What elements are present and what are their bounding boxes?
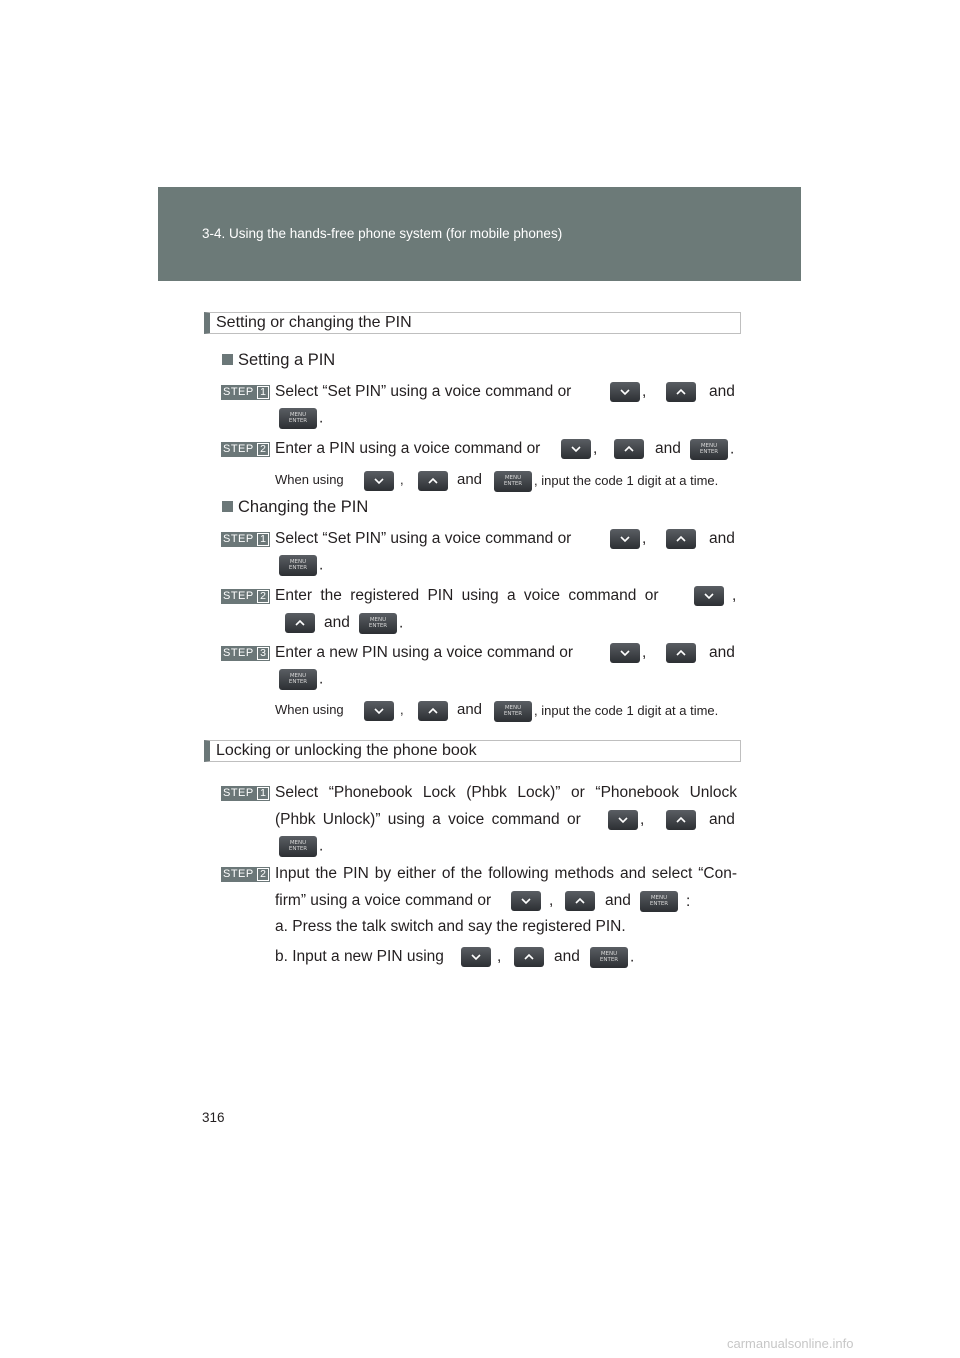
menu-enter-icon: MENU ENTER <box>590 947 628 968</box>
chevron-up-icon <box>418 471 448 491</box>
step-text: Enter the registered PIN using a voice command or <box>275 587 659 604</box>
chevron-up-icon <box>285 613 315 633</box>
chevron-down-icon <box>364 471 394 491</box>
square-bullet-icon <box>222 354 233 365</box>
method-a-text: a. Press the talk switch and say the registered PIN. <box>275 918 626 935</box>
chevron-up-icon <box>418 701 448 721</box>
method-b-text: b. Input a new PIN using <box>275 948 444 965</box>
step-badge: STEP 3 <box>221 646 270 661</box>
menu-enter-icon: MENU ENTER <box>279 408 317 429</box>
chevron-down-icon <box>364 701 394 721</box>
chevron-up-icon <box>514 947 544 967</box>
chevron-up-icon <box>666 643 696 663</box>
watermark: carmanualsonline.info <box>727 1336 854 1351</box>
chevron-down-icon <box>608 810 638 830</box>
chevron-down-icon <box>610 382 640 402</box>
chevron-down-icon <box>694 586 724 606</box>
step-text: Select “Phonebook Lock (Phbk Lock)” or “Phonebook Unlock <box>275 784 737 801</box>
menu-enter-icon: MENU ENTER <box>494 471 532 492</box>
chevron-down-icon <box>610 643 640 663</box>
step-text: Enter a new PIN using a voice command or <box>275 644 574 661</box>
chevron-up-icon <box>666 529 696 549</box>
section-title: Setting or changing the PIN <box>216 314 412 331</box>
section-heading <box>204 740 741 762</box>
step-text: Input the PIN by either of the following methods and select “Con- <box>275 865 737 882</box>
chevron-down-icon <box>461 947 491 967</box>
chevron-up-icon <box>666 810 696 830</box>
chapter-title: 3-4. Using the hands-free phone system (for mobile phones) <box>202 226 563 241</box>
step-badge: STEP 2 <box>221 867 270 882</box>
step-text: Select “Set PIN” using a voice command or <box>275 530 572 547</box>
step-badge: STEP 1 <box>221 532 270 547</box>
menu-enter-icon: MENU ENTER <box>690 439 728 460</box>
note-text: When using <box>275 702 344 717</box>
note-text: When using <box>275 472 344 487</box>
square-bullet-icon <box>222 501 233 512</box>
chevron-up-icon <box>565 891 595 911</box>
page-number: 316 <box>202 1110 225 1125</box>
menu-enter-icon: MENU ENTER <box>279 669 317 690</box>
step-badge: STEP 2 <box>221 442 270 457</box>
chevron-down-icon <box>610 529 640 549</box>
subheading-changing-pin: Changing the PIN <box>222 498 368 517</box>
subheading-setting-pin: Setting a PIN <box>222 351 335 370</box>
section-heading <box>204 312 741 334</box>
menu-enter-icon: MENU ENTER <box>279 836 317 857</box>
chevron-up-icon <box>614 439 644 459</box>
chevron-up-icon <box>666 382 696 402</box>
step-badge: STEP 1 <box>221 385 270 400</box>
step-text: Enter a PIN using a voice command or <box>275 440 541 457</box>
menu-enter-icon: MENU ENTER <box>640 891 678 912</box>
menu-enter-icon: MENU ENTER <box>279 555 317 576</box>
menu-enter-icon: MENU ENTER <box>359 613 397 634</box>
step-badge: STEP 1 <box>221 786 270 801</box>
menu-enter-icon: MENU ENTER <box>494 701 532 722</box>
step-badge: STEP 2 <box>221 589 270 604</box>
header-band <box>158 187 801 281</box>
section-title: Locking or unlocking the phone book <box>216 742 477 759</box>
chevron-down-icon <box>561 439 591 459</box>
chevron-down-icon <box>511 891 541 911</box>
step-text: Select “Set PIN” using a voice command or <box>275 383 572 400</box>
